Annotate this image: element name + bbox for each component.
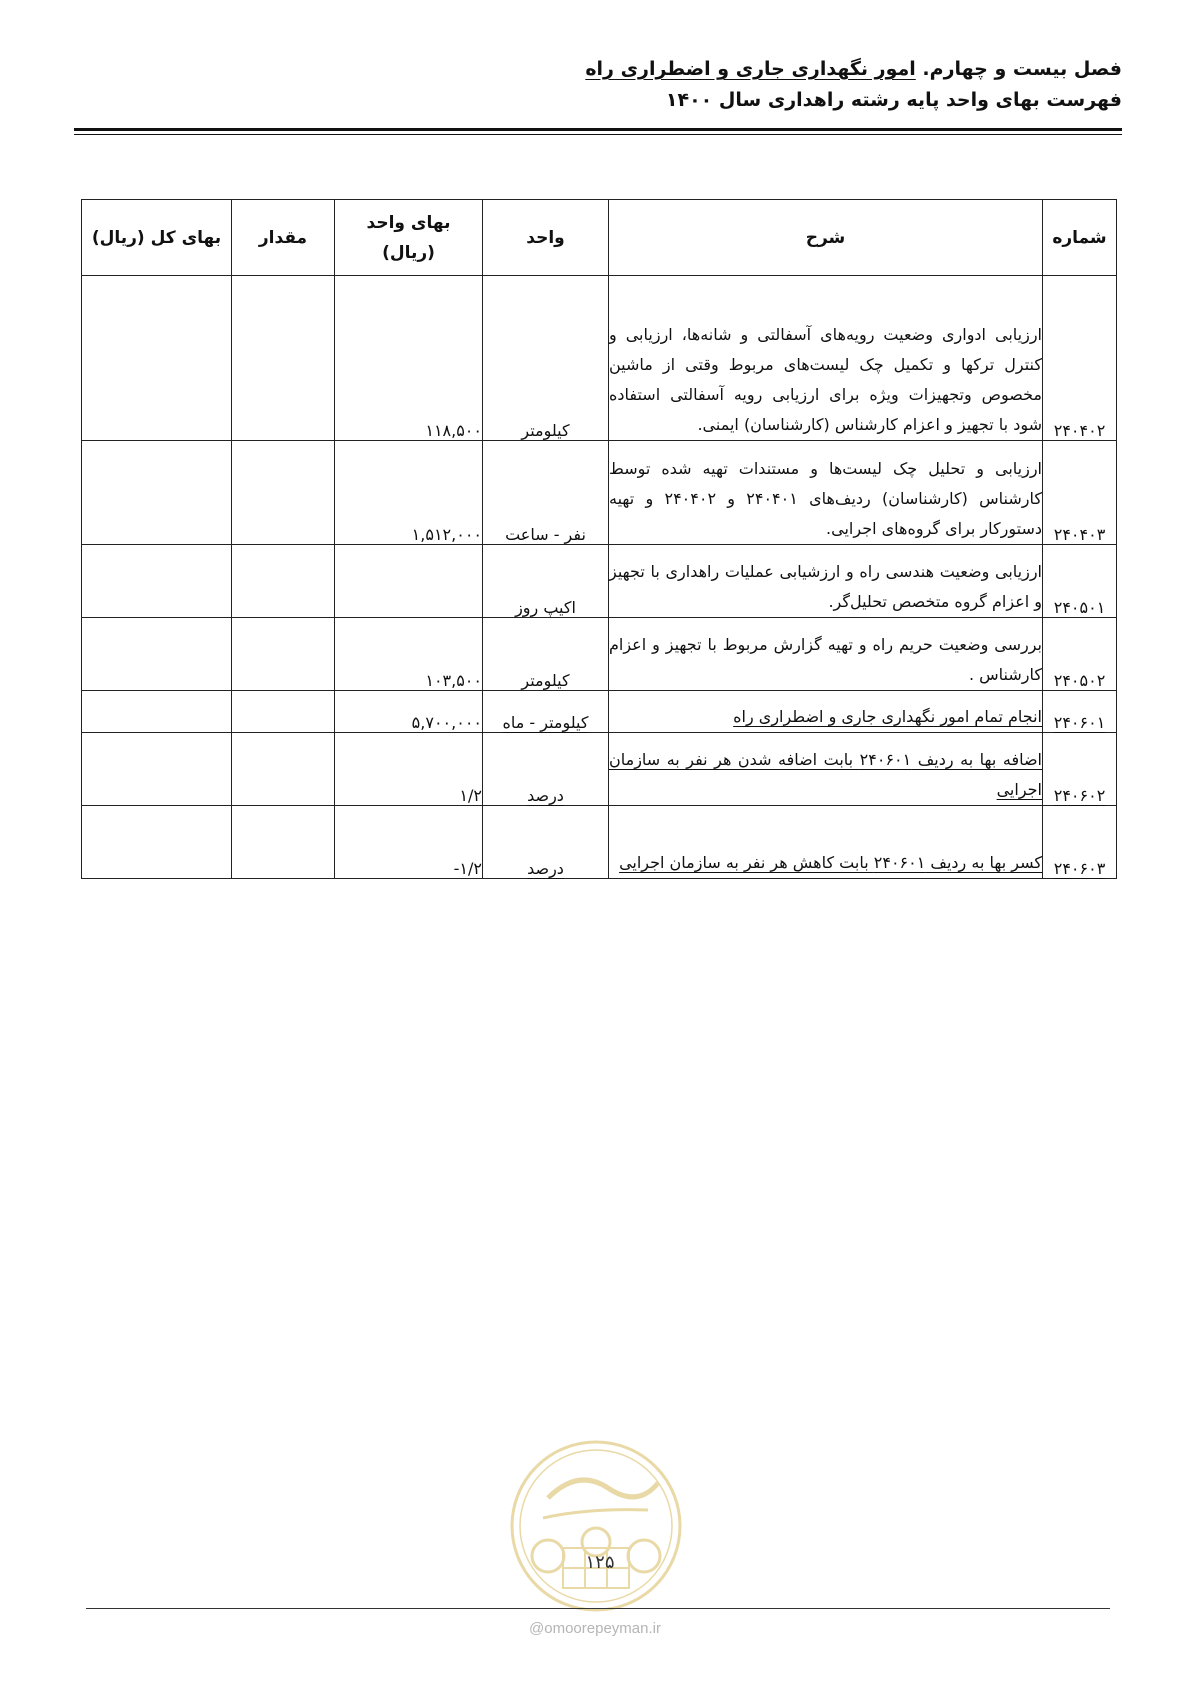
row-number: ۲۴۰۴۰۲: [1043, 276, 1117, 441]
document-subtitle: فهرست بهای واحد پایه رشته راهداری سال ۱۴۰۰: [665, 89, 1122, 111]
row-unit: نفر - ساعت: [483, 441, 609, 545]
row-total: [82, 618, 232, 691]
watermark-url: @omoorepeyman.ir: [529, 1620, 661, 1637]
row-number: ۲۴۰۶۰۱: [1043, 691, 1117, 733]
table-row: [82, 276, 1117, 441]
chapter-prefix: فصل بیست و چهارم.: [915, 58, 1122, 80]
header-unit-price-currency: (ریال): [382, 242, 435, 263]
header-rule-thick: [74, 128, 1122, 131]
row-unit-price: [335, 545, 483, 618]
table-row: [82, 618, 1117, 691]
row-description: ارزیابی و تحلیل چک لیست‌ها و مستندات تهیه شده توسط کارشناس (کارشناسان) ردیف‌های ۲۴۰۴۰۱ و ۲۴۰۴۰۲ و تهیه دستورکار برای گروه‌های اجرایی.: [609, 441, 1043, 545]
row-quantity: [232, 733, 335, 806]
row-total: [82, 545, 232, 618]
row-unit: درصد: [483, 733, 609, 806]
row-unit-price: -۱/۲: [335, 806, 483, 879]
row-unit: اکیپ روز: [483, 545, 609, 618]
row-unit-price: ۵,۷۰۰,۰۰۰: [335, 691, 483, 733]
table-row: [82, 733, 1117, 806]
chapter-title: [74, 54, 1122, 84]
row-description: انجام تمام امور نگهداری جاری و اضطراری راه: [609, 691, 1043, 733]
table-row: [82, 806, 1117, 879]
footer-rule: [86, 1608, 1110, 1609]
row-description: کسر بها به ردیف ۲۴۰۶۰۱ بابت کاهش هر نفر به سازمان اجرایی: [609, 806, 1043, 879]
row-quantity: [232, 441, 335, 545]
row-unit: کیلومتر: [483, 276, 609, 441]
row-total: [82, 733, 232, 806]
row-total: [82, 691, 232, 733]
header-number: شماره: [1043, 200, 1117, 276]
row-unit-price: ۱/۲: [335, 733, 483, 806]
row-unit: کیلومتر - ماه: [483, 691, 609, 733]
row-unit-price: ۱,۵۱۲,۰۰۰: [335, 441, 483, 545]
row-number: ۲۴۰۶۰۲: [1043, 733, 1117, 806]
row-quantity: [232, 545, 335, 618]
row-number: ۲۴۰۵۰۲: [1043, 618, 1117, 691]
header-unit-price-label: بهای واحد: [366, 212, 451, 233]
row-quantity: [232, 691, 335, 733]
row-description: اضافه بها به ردیف ۲۴۰۶۰۱ بابت اضافه شدن هر نفر به سازمان اجرایی: [609, 733, 1043, 806]
row-description: بررسی وضعیت حریم راه و تهیه گزارش مربوط با تجهیز و اعزام کارشناس .: [609, 618, 1043, 691]
row-unit: درصد: [483, 806, 609, 879]
row-number: ۲۴۰۴۰۳: [1043, 441, 1117, 545]
row-unit-price: ۱۰۳,۵۰۰: [335, 618, 483, 691]
page-number: ۱۲۵: [585, 1552, 615, 1573]
row-quantity: [232, 806, 335, 879]
row-number: ۲۴۰۶۰۳: [1043, 806, 1117, 879]
page-header: [74, 54, 1122, 116]
header-rule-thin: [74, 134, 1122, 135]
header-unit-price: [335, 200, 483, 276]
header-quantity: مقدار: [232, 200, 335, 276]
header-description: شرح: [609, 200, 1043, 276]
row-total: [82, 276, 232, 441]
row-quantity: [232, 618, 335, 691]
table-row: [82, 441, 1117, 545]
row-number: ۲۴۰۵۰۱: [1043, 545, 1117, 618]
row-unit-price: ۱۱۸,۵۰۰: [335, 276, 483, 441]
price-list-table: [81, 199, 1117, 879]
row-total: [82, 441, 232, 545]
header-total-price: بهای کل (ریال): [82, 200, 232, 276]
table-row: [82, 691, 1117, 733]
row-total: [82, 806, 232, 879]
row-unit: کیلومتر: [483, 618, 609, 691]
table-row: [82, 545, 1117, 618]
header-unit: واحد: [483, 200, 609, 276]
chapter-name: امور نگهداری جاری و اضطراری راه: [585, 58, 916, 80]
seal-logo-icon: [508, 1438, 684, 1614]
row-description: ارزیابی ادواری وضعیت رویه‌های آسفالتی و شانه‌ها، ارزیابی و کنترل ترکها و تکمیل چک لیست‌های مربوط وقتی از ماشین مخصوص وتجهیزات ویژه برای ارزیابی رویه آسفالتی استفاده شود با تجهیز و اعزام کارشناس (کارشناسان) ایمنی.: [609, 276, 1043, 441]
table-header-row: [82, 200, 1117, 276]
row-description: ارزیابی وضعیت هندسی راه و ارزشیابی عملیات راهداری با تجهیز و اعزام گروه متخصص تحلیل‌گر.: [609, 545, 1043, 618]
row-quantity: [232, 276, 335, 441]
